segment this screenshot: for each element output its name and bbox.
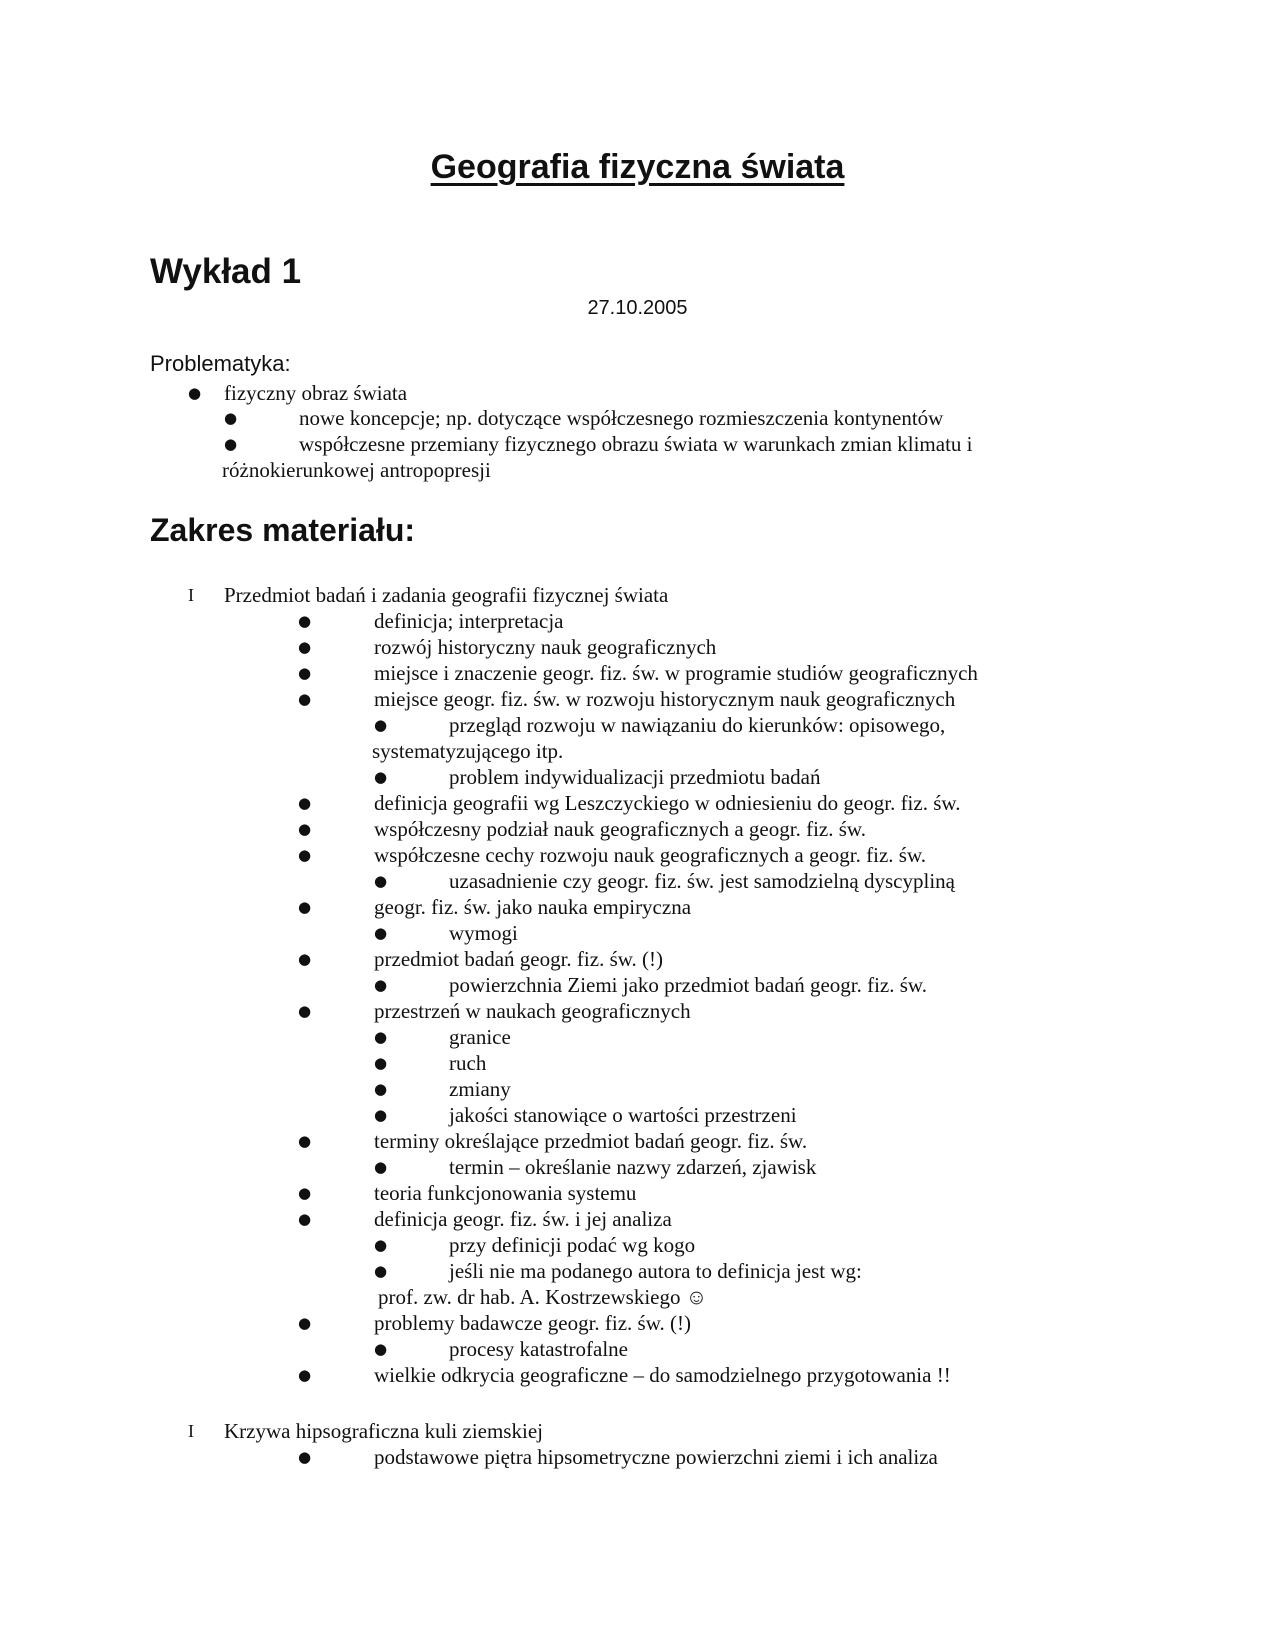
- list-item: miejsce geogr. fiz. św. w rozwoju historycznym nauk geograficznych: [374, 687, 956, 711]
- list-item: miejsce i znaczenie geogr. fiz. św. w programie studiów geograficznych: [374, 661, 978, 685]
- bullet-icon: ●: [374, 1236, 388, 1254]
- list-item: jakości stanowiące o wartości przestrzeni: [449, 1103, 797, 1127]
- section-marker: I: [188, 585, 194, 605]
- bullet-icon: ●: [298, 846, 312, 864]
- list-item: problem indywidualizacji przedmiotu badań: [449, 765, 821, 789]
- bullet-icon: ●: [374, 976, 388, 994]
- bullet-icon: ●: [298, 1002, 312, 1020]
- list-item: podstawowe piętra hipsometryczne powierzchni ziemi i ich analiza: [374, 1445, 938, 1469]
- bullet-icon: ●: [298, 612, 312, 630]
- bullet-icon: ●: [298, 1184, 312, 1202]
- list-item-continuation: prof. zw. dr hab. A. Kostrzewskiego ☺: [378, 1285, 708, 1309]
- document-title: Geografia fizyczna świata: [430, 148, 845, 186]
- list-item: procesy katastrofalne: [449, 1337, 629, 1361]
- list-item: uzasadnienie czy geogr. fiz. św. jest samodzielną dyscypliną: [449, 869, 955, 893]
- list-item: nowe koncepcje; np. dotyczące współczesnego rozmieszczenia kontynentów: [299, 406, 944, 430]
- problematyka-label: Problematyka:: [150, 351, 291, 376]
- bullet-icon: ●: [374, 1158, 388, 1176]
- list-item: współczesne cechy rozwoju nauk geograficznych a geogr. fiz. św.: [374, 843, 926, 867]
- section-title: Krzywa hipsograficzna kuli ziemskiej: [224, 1419, 543, 1443]
- list-item: wymogi: [449, 921, 518, 945]
- list-item: terminy określające przedmiot badań geogr. fiz. św.: [374, 1129, 808, 1153]
- list-item: rozwój historyczny nauk geograficznych: [374, 635, 717, 659]
- bullet-icon: ●: [374, 1028, 388, 1046]
- bullet-icon: ●: [298, 1314, 312, 1332]
- list-item: problemy badawcze geogr. fiz. św. (!): [374, 1311, 692, 1335]
- section-marker: I: [188, 1421, 194, 1441]
- bullet-icon: ●: [298, 794, 312, 812]
- list-item: granice: [449, 1025, 511, 1049]
- bullet-icon: ●: [298, 1448, 312, 1466]
- bullet-icon: ●: [374, 716, 388, 734]
- bullet-icon: ●: [298, 664, 312, 682]
- bullet-icon: ●: [374, 1262, 388, 1280]
- bullet-icon: ●: [188, 384, 202, 402]
- bullet-icon: ●: [298, 898, 312, 916]
- bullet-icon: ●: [374, 1054, 388, 1072]
- list-item: ruch: [449, 1051, 487, 1075]
- bullet-icon: ●: [298, 1132, 312, 1150]
- bullet-icon: ●: [224, 435, 238, 453]
- bullet-icon: ●: [298, 638, 312, 656]
- list-item: definicja geografii wg Leszczyckiego w odniesieniu do geogr. fiz. św.: [374, 791, 961, 815]
- bullet-icon: ●: [224, 409, 238, 427]
- lecture-date: 27.10.2005: [587, 297, 688, 319]
- bullet-icon: ●: [374, 872, 388, 890]
- bullet-icon: ●: [298, 690, 312, 708]
- list-item: przy definicji podać wg kogo: [449, 1233, 696, 1257]
- list-item: fizyczny obraz świata: [224, 381, 408, 405]
- list-item: zmiany: [449, 1077, 511, 1101]
- list-item: przegląd rozwoju w nawiązaniu do kierunków: opisowego,: [449, 713, 946, 737]
- list-item: przestrzeń w naukach geograficznych: [374, 999, 691, 1023]
- lecture-heading: Wykład 1: [150, 252, 302, 291]
- list-item: termin – określanie nazwy zdarzeń, zjawisk: [449, 1155, 817, 1179]
- list-item: współczesny podział nauk geograficznych a geogr. fiz. św.: [374, 817, 866, 841]
- list-item: definicja; interpretacja: [374, 609, 564, 633]
- list-item: wielkie odkrycia geograficzne – do samodzielnego przygotowania !!: [374, 1363, 951, 1387]
- zakres-heading: Zakres materiału:: [150, 512, 416, 548]
- bullet-icon: ●: [298, 1366, 312, 1384]
- bullet-icon: ●: [298, 820, 312, 838]
- list-item-continuation: różnokierunkowej antropopresji: [222, 458, 491, 482]
- bullet-icon: ●: [298, 950, 312, 968]
- bullet-icon: ●: [374, 924, 388, 942]
- bullet-icon: ●: [298, 1210, 312, 1228]
- list-item: jeśli nie ma podanego autora to definicja jest wg:: [449, 1259, 862, 1283]
- list-item: przedmiot badań geogr. fiz. św. (!): [374, 947, 664, 971]
- list-item: definicja geogr. fiz. św. i jej analiza: [374, 1207, 672, 1231]
- section-title: Przedmiot badań i zadania geografii fizycznej świata: [224, 583, 669, 607]
- list-item: powierzchnia Ziemi jako przedmiot badań geogr. fiz. św.: [449, 973, 927, 997]
- bullet-icon: ●: [374, 1106, 388, 1124]
- bullet-icon: ●: [374, 768, 388, 786]
- bullet-icon: ●: [374, 1080, 388, 1098]
- list-item: teoria funkcjonowania systemu: [374, 1181, 637, 1205]
- list-item: geogr. fiz. św. jako nauka empiryczna: [374, 895, 692, 919]
- list-item-continuation: systematyzującego itp.: [372, 739, 564, 763]
- list-item: współczesne przemiany fizycznego obrazu świata w warunkach zmian klimatu i: [299, 432, 973, 456]
- bullet-icon: ●: [374, 1340, 388, 1358]
